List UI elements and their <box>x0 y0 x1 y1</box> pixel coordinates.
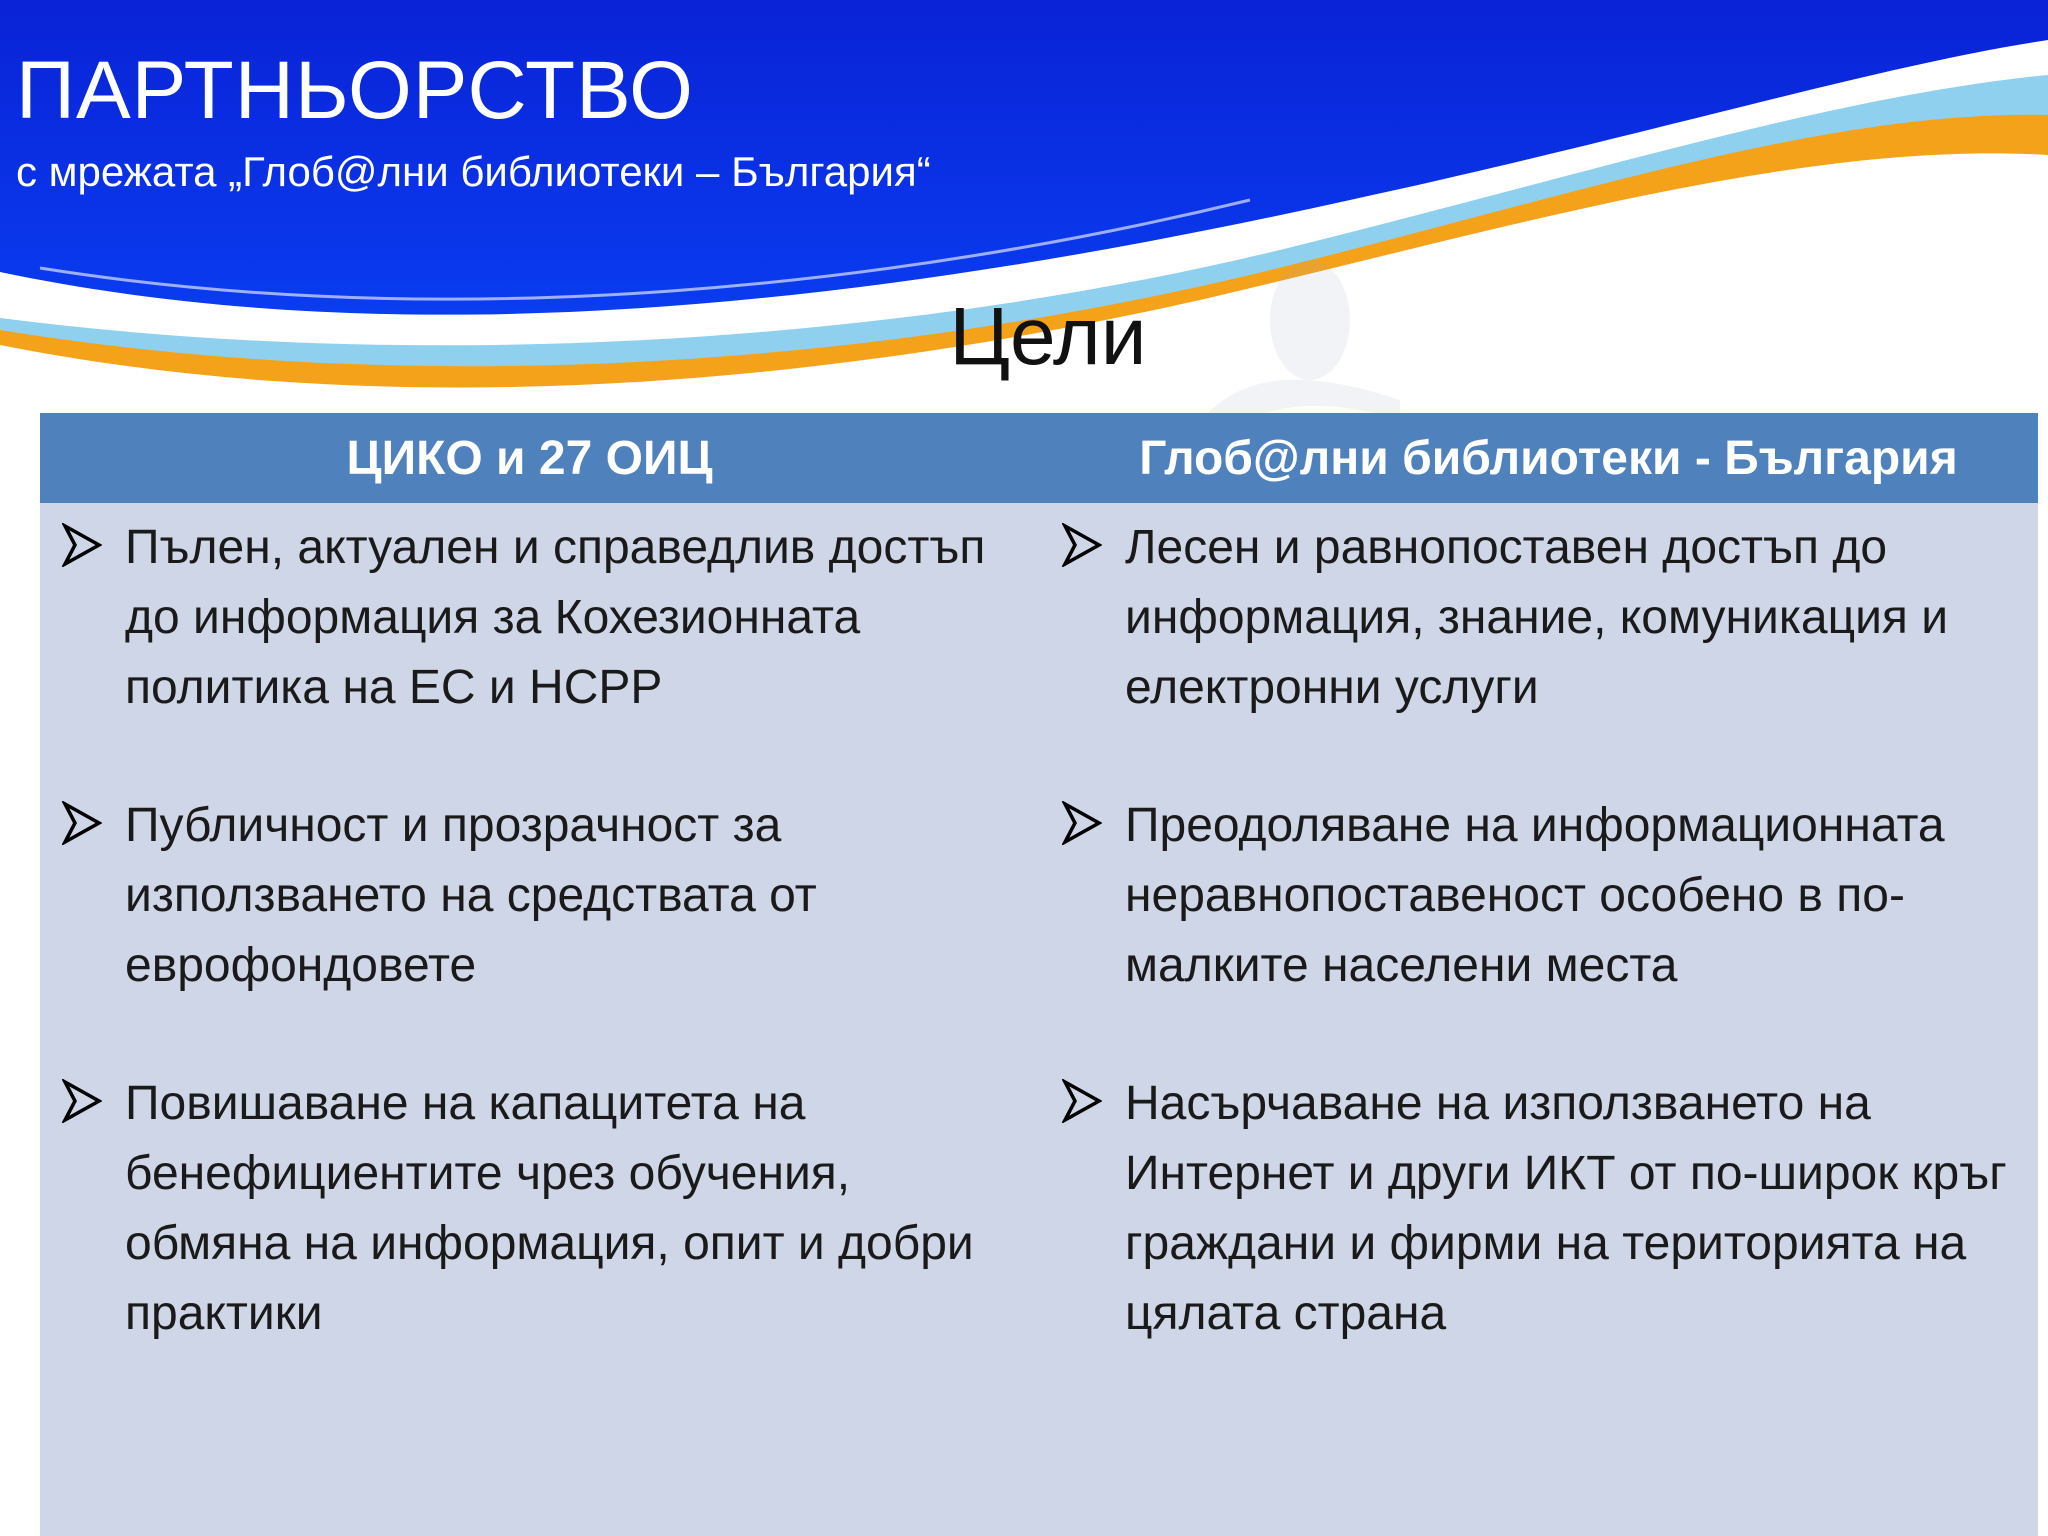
arrow-bullet-icon <box>62 1079 102 1123</box>
table-header-row <box>40 413 2038 503</box>
goal-text: Повишаване на капацитета на бенефициентите чрез обучения, обмяна на информация, опит и добри практики <box>125 1077 974 1340</box>
arrow-bullet-icon <box>1062 801 1102 845</box>
goal-text: Насърчаване на използването на Интернет и други ИКТ от по-широк кръг граждани и фирми на територията на цялата страна <box>1125 1077 2007 1340</box>
goals-table <box>40 413 2038 1536</box>
goal-text: Лесен и равнопоставен достъп до информация, знание, комуникация и електронни услуги <box>1125 521 1949 714</box>
goals-list <box>62 513 1022 1349</box>
arrow-bullet-icon <box>1062 523 1102 567</box>
arrow-bullet-icon <box>1062 1079 1102 1123</box>
column-ciko <box>62 513 1022 1349</box>
section-heading: Цели <box>949 291 1147 382</box>
list-item <box>1062 791 2048 1001</box>
goal-text: Преодоляване на информационната неравнопоставеност особено в по-малките населени места <box>1125 799 1945 992</box>
goals-list <box>1062 513 2048 1349</box>
column-header-ciko: ЦИКО и 27 ОИЦ <box>346 431 713 485</box>
list-item <box>62 1069 1022 1349</box>
list-item <box>62 791 1022 1001</box>
list-item <box>1062 1069 2048 1349</box>
slide-title: ПАРТНЬОРСТВО <box>16 45 694 136</box>
goal-text: Пълен, актуален и справедлив достъп до информация за Кохезионната политика на ЕС и НСРР <box>125 521 986 714</box>
list-item <box>62 513 1022 723</box>
column-header-global-libraries: Глоб@лни библиотеки - България <box>1139 431 1958 485</box>
list-item <box>1062 513 2048 723</box>
arrow-bullet-icon <box>62 801 102 845</box>
goal-text: Публичност и прозрачност за използването на средствата от еврофондовете <box>125 799 817 992</box>
column-global-libraries <box>1062 513 2048 1349</box>
slide-subtitle: с мрежата „Глоб@лни библиотеки – България“ <box>16 148 931 195</box>
arrow-bullet-icon <box>62 523 102 567</box>
